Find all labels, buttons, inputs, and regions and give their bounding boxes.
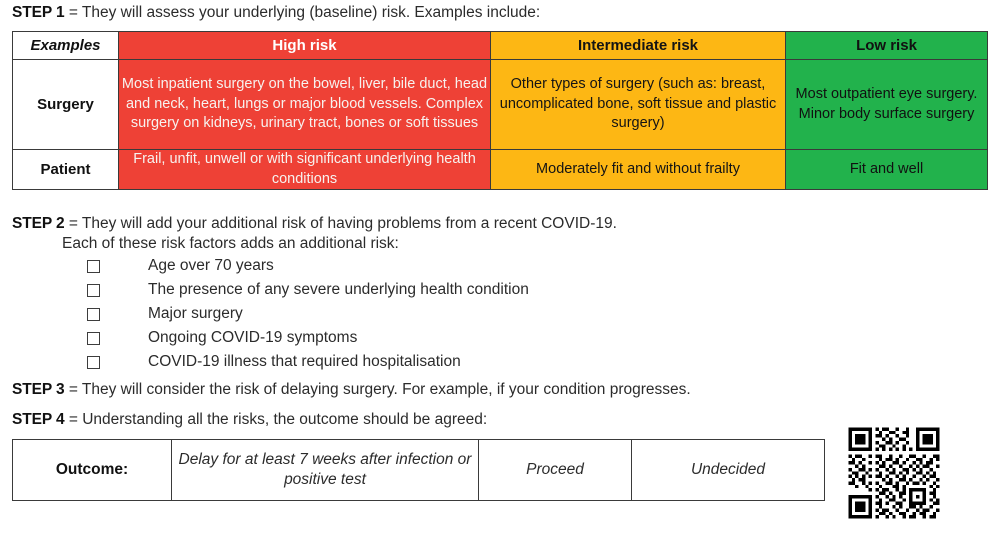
cell-surgery-intermediate: Other types of surgery (such as: breast, uncomplicated bone, soft tissue and plastic surgery) (491, 60, 786, 150)
step-4-text: = Understanding all the risks, the outcome should be agreed: (64, 411, 488, 428)
risk-factor-label: Major surgery (148, 305, 243, 322)
risk-factor-label: Ongoing COVID-19 symptoms (148, 329, 358, 346)
step-2-label: STEP 2 (12, 215, 65, 232)
step-3-label: STEP 3 (12, 381, 65, 398)
step-2-text: = They will add your additional risk of having problems from a recent COVID-19. (64, 215, 617, 232)
risk-factor-label: The presence of any severe underlying health condition (148, 281, 529, 298)
step-3-line (12, 380, 691, 399)
header-examples: Examples (13, 32, 119, 60)
cell-patient-intermediate: Moderately fit and without frailty (491, 150, 786, 190)
header-intermediate-risk: Intermediate risk (491, 32, 786, 60)
risk-assessment-table (12, 31, 988, 190)
checkbox-icon[interactable] (87, 260, 100, 273)
checkbox-icon[interactable] (87, 356, 100, 369)
table-row-surgery (13, 60, 988, 150)
step-1-label: STEP 1 (12, 4, 65, 21)
table-row-patient (13, 150, 988, 190)
cell-surgery-high: Most inpatient surgery on the bowel, liver, bile duct, head and neck, heart, lungs or major blood vessels. Complex surgery on kidneys, urinary tract, bones or soft tissues (119, 60, 491, 150)
outcome-table (12, 439, 825, 501)
risk-factor-label: Age over 70 years (148, 257, 274, 274)
step-4-line (12, 410, 487, 429)
checkbox-icon[interactable] (87, 308, 100, 321)
checkbox-icon[interactable] (87, 284, 100, 297)
qr-code-icon (845, 424, 943, 522)
outcome-label: Outcome: (13, 440, 172, 501)
outcome-option-undecided[interactable]: Undecided (632, 440, 825, 501)
cell-patient-high: Frail, unfit, unwell or with significant underlying health conditions (119, 150, 491, 190)
row-label-patient: Patient (13, 150, 119, 190)
outcome-row (13, 440, 825, 501)
header-high-risk: High risk (119, 32, 491, 60)
risk-table-header-row (13, 32, 988, 60)
step-1-line (12, 3, 540, 22)
step-3-text: = They will consider the risk of delaying surgery. For example, if your condition progresses. (64, 381, 691, 398)
step-1-text: = They will assess your underlying (baseline) risk. Examples include: (64, 4, 541, 21)
cell-patient-low: Fit and well (786, 150, 988, 190)
qr-code-container[interactable] (845, 424, 943, 522)
row-label-surgery: Surgery (13, 60, 119, 150)
checkbox-icon[interactable] (87, 332, 100, 345)
outcome-option-delay[interactable]: Delay for at least 7 weeks after infection or positive test (172, 440, 479, 501)
header-low-risk: Low risk (786, 32, 988, 60)
step-2-subtext: Each of these risk factors adds an additional risk: (62, 235, 399, 252)
step-2-line (12, 214, 617, 233)
cell-surgery-low: Most outpatient eye surgery. Minor body surface surgery (786, 60, 988, 150)
step-4-label: STEP 4 (12, 411, 65, 428)
risk-factor-label: COVID-19 illness that required hospitalisation (148, 353, 461, 370)
outcome-option-proceed[interactable]: Proceed (479, 440, 632, 501)
